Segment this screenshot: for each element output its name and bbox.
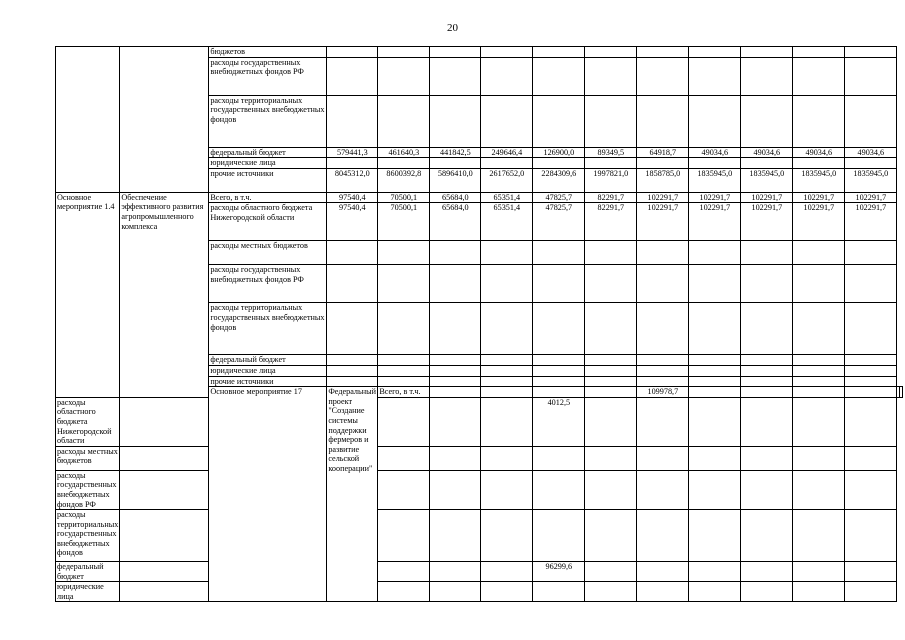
value-cell bbox=[689, 582, 741, 602]
value-cell: 65351,4 bbox=[481, 192, 533, 203]
value-cell bbox=[637, 47, 689, 58]
value-cell: 70500,1 bbox=[378, 192, 430, 203]
value-cell: 102291,7 bbox=[637, 203, 689, 241]
value-cell bbox=[378, 470, 430, 509]
value-cell bbox=[430, 265, 481, 303]
value-cell bbox=[533, 376, 585, 387]
value-cell bbox=[533, 241, 585, 265]
value-cell: 49034,6 bbox=[793, 147, 845, 158]
value-cell bbox=[845, 303, 897, 355]
value-cell bbox=[481, 95, 533, 147]
value-cell bbox=[793, 303, 845, 355]
source-cell: юридические лица bbox=[209, 365, 327, 376]
value-cell bbox=[533, 158, 585, 169]
value-cell bbox=[845, 95, 897, 147]
value-cell bbox=[845, 562, 897, 582]
event-label bbox=[56, 47, 120, 193]
value-cell bbox=[845, 446, 897, 470]
value-cell: 8045312,0 bbox=[327, 168, 378, 192]
value-cell: 47825,7 bbox=[533, 192, 585, 203]
value-cell bbox=[378, 303, 430, 355]
value-cell: 65351,4 bbox=[481, 203, 533, 241]
value-cell bbox=[637, 57, 689, 95]
value-cell bbox=[637, 510, 689, 562]
value-cell bbox=[585, 57, 637, 95]
value-cell bbox=[327, 47, 378, 58]
value-cell bbox=[430, 387, 481, 398]
value-cell bbox=[793, 387, 845, 398]
value-cell: 102291,7 bbox=[793, 203, 845, 241]
value-cell bbox=[481, 241, 533, 265]
value-cell bbox=[533, 582, 585, 602]
value-cell bbox=[481, 265, 533, 303]
value-cell bbox=[741, 387, 793, 398]
value-cell bbox=[481, 47, 533, 58]
value-cell bbox=[533, 387, 585, 398]
value-cell bbox=[120, 470, 209, 509]
source-cell: расходы местных бюджетов bbox=[56, 446, 120, 470]
value-cell: 102291,7 bbox=[689, 203, 741, 241]
value-cell bbox=[378, 47, 430, 58]
value-cell: 441842,5 bbox=[430, 147, 481, 158]
value-cell bbox=[845, 57, 897, 95]
value-cell bbox=[533, 365, 585, 376]
value-cell bbox=[327, 265, 378, 303]
value-cell bbox=[585, 241, 637, 265]
value-cell bbox=[845, 510, 897, 562]
value-cell: 47825,7 bbox=[533, 203, 585, 241]
source-cell: бюджетов bbox=[209, 47, 327, 58]
value-cell bbox=[378, 510, 430, 562]
source-cell: расходы государственных внебюджетных фондов РФ bbox=[56, 470, 120, 509]
value-cell bbox=[637, 365, 689, 376]
value-cell bbox=[845, 47, 897, 58]
value-cell bbox=[120, 562, 209, 582]
value-cell bbox=[845, 376, 897, 387]
value-cell bbox=[741, 365, 793, 376]
value-cell bbox=[845, 355, 897, 366]
value-cell bbox=[430, 57, 481, 95]
value-cell: 249646,4 bbox=[481, 147, 533, 158]
value-cell bbox=[637, 582, 689, 602]
source-cell: расходы территориальных государственных внебюджетных фондов bbox=[209, 303, 327, 355]
value-cell bbox=[430, 365, 481, 376]
value-cell bbox=[481, 365, 533, 376]
value-cell bbox=[689, 57, 741, 95]
source-cell: юридические лица bbox=[56, 582, 120, 602]
value-cell: 2617652,0 bbox=[481, 168, 533, 192]
value-cell bbox=[481, 376, 533, 387]
value-cell: 102291,7 bbox=[689, 192, 741, 203]
value-cell bbox=[741, 355, 793, 366]
value-cell bbox=[741, 303, 793, 355]
value-cell bbox=[689, 265, 741, 303]
value-cell bbox=[793, 582, 845, 602]
source-cell: федеральный бюджет bbox=[209, 147, 327, 158]
value-cell: 8600392,8 bbox=[378, 168, 430, 192]
value-cell bbox=[481, 387, 533, 398]
value-cell bbox=[430, 562, 481, 582]
value-cell bbox=[585, 582, 637, 602]
value-cell bbox=[741, 95, 793, 147]
value-cell: 89349,5 bbox=[585, 147, 637, 158]
event-label: Основное мероприятие 1.4 bbox=[56, 192, 120, 397]
value-cell bbox=[637, 562, 689, 582]
value-cell bbox=[793, 355, 845, 366]
value-cell bbox=[533, 95, 585, 147]
value-cell bbox=[637, 397, 689, 446]
value-cell bbox=[533, 57, 585, 95]
value-cell: 1835945,0 bbox=[741, 168, 793, 192]
value-cell bbox=[689, 365, 741, 376]
value-cell bbox=[378, 265, 430, 303]
value-cell bbox=[120, 582, 209, 602]
value-cell bbox=[481, 510, 533, 562]
value-cell bbox=[793, 397, 845, 446]
source-cell: расходы местных бюджетов bbox=[209, 241, 327, 265]
value-cell bbox=[585, 95, 637, 147]
value-cell bbox=[637, 241, 689, 265]
value-cell bbox=[430, 47, 481, 58]
value-cell bbox=[430, 397, 481, 446]
value-cell bbox=[793, 376, 845, 387]
value-cell bbox=[585, 387, 637, 398]
value-cell bbox=[637, 376, 689, 387]
value-cell bbox=[481, 397, 533, 446]
value-cell bbox=[741, 241, 793, 265]
value-cell bbox=[637, 158, 689, 169]
value-cell bbox=[741, 470, 793, 509]
value-cell bbox=[741, 376, 793, 387]
source-cell: расходы областного бюджета Нижегородской области bbox=[56, 397, 120, 446]
source-cell: Всего, в т.ч. bbox=[378, 387, 430, 398]
value-cell bbox=[585, 158, 637, 169]
value-cell bbox=[845, 158, 897, 169]
value-cell bbox=[327, 365, 378, 376]
value-cell bbox=[845, 582, 897, 602]
value-cell: 5896410,0 bbox=[430, 168, 481, 192]
value-cell bbox=[585, 397, 637, 446]
value-cell bbox=[793, 562, 845, 582]
value-cell bbox=[533, 510, 585, 562]
value-cell bbox=[430, 158, 481, 169]
value-cell bbox=[689, 397, 741, 446]
value-cell bbox=[378, 562, 430, 582]
value-cell bbox=[793, 446, 845, 470]
value-cell bbox=[845, 265, 897, 303]
value-cell bbox=[741, 57, 793, 95]
value-cell bbox=[120, 510, 209, 562]
value-cell bbox=[689, 355, 741, 366]
table-row bbox=[56, 446, 903, 470]
value-cell bbox=[481, 446, 533, 470]
value-cell bbox=[585, 303, 637, 355]
source-cell: федеральный бюджет bbox=[209, 355, 327, 366]
value-cell bbox=[585, 510, 637, 562]
value-cell bbox=[327, 57, 378, 95]
value-cell bbox=[689, 562, 741, 582]
source-cell: расходы областного бюджета Нижегородской области bbox=[209, 203, 327, 241]
table-row bbox=[56, 510, 903, 562]
value-cell bbox=[637, 95, 689, 147]
value-cell bbox=[585, 562, 637, 582]
source-cell: расходы государственных внебюджетных фондов РФ bbox=[209, 57, 327, 95]
value-cell bbox=[327, 376, 378, 387]
value-cell bbox=[327, 355, 378, 366]
value-cell: 126900,0 bbox=[533, 147, 585, 158]
value-cell bbox=[741, 446, 793, 470]
value-cell bbox=[793, 57, 845, 95]
value-cell bbox=[378, 241, 430, 265]
value-cell bbox=[430, 510, 481, 562]
value-cell bbox=[585, 265, 637, 303]
value-cell bbox=[689, 387, 741, 398]
value-cell: 109978,7 bbox=[637, 387, 689, 398]
value-cell bbox=[741, 47, 793, 58]
value-cell: 64918,7 bbox=[637, 147, 689, 158]
source-cell: Всего, в т.ч. bbox=[209, 192, 327, 203]
table-row bbox=[56, 192, 903, 203]
value-cell: 579441,3 bbox=[327, 147, 378, 158]
table-row bbox=[56, 397, 903, 446]
source-cell: расходы территориальных государственных внебюджетных фондов bbox=[56, 510, 120, 562]
source-cell: юридические лица bbox=[209, 158, 327, 169]
value-cell bbox=[793, 241, 845, 265]
value-cell bbox=[585, 355, 637, 366]
value-cell bbox=[637, 446, 689, 470]
value-cell: 49034,6 bbox=[845, 147, 897, 158]
value-cell bbox=[741, 265, 793, 303]
value-cell bbox=[637, 265, 689, 303]
value-cell: 96299,6 bbox=[533, 562, 585, 582]
value-cell bbox=[378, 446, 430, 470]
value-cell bbox=[689, 158, 741, 169]
value-cell bbox=[845, 241, 897, 265]
value-cell bbox=[378, 158, 430, 169]
value-cell bbox=[741, 158, 793, 169]
value-cell bbox=[430, 95, 481, 147]
value-cell bbox=[793, 158, 845, 169]
value-cell bbox=[378, 582, 430, 602]
value-cell bbox=[378, 365, 430, 376]
event-name bbox=[120, 47, 209, 193]
value-cell: 70500,1 bbox=[378, 203, 430, 241]
value-cell: 65684,0 bbox=[430, 203, 481, 241]
value-cell bbox=[481, 355, 533, 366]
value-cell bbox=[378, 397, 430, 446]
value-cell bbox=[533, 47, 585, 58]
table-row bbox=[56, 47, 903, 58]
value-cell bbox=[585, 365, 637, 376]
value-cell: 65684,0 bbox=[430, 192, 481, 203]
value-cell bbox=[689, 470, 741, 509]
value-cell bbox=[533, 470, 585, 509]
value-cell: 49034,6 bbox=[741, 147, 793, 158]
value-cell bbox=[845, 365, 897, 376]
value-cell: 82291,7 bbox=[585, 192, 637, 203]
source-cell: прочие источники bbox=[209, 376, 327, 387]
value-cell bbox=[689, 376, 741, 387]
value-cell: 97540,4 bbox=[327, 192, 378, 203]
value-cell bbox=[585, 470, 637, 509]
value-cell bbox=[481, 303, 533, 355]
value-cell bbox=[793, 47, 845, 58]
value-cell bbox=[481, 158, 533, 169]
event-name: Обеспечение эффективного развития агропромышленного комплекса bbox=[120, 192, 209, 397]
value-cell bbox=[845, 470, 897, 509]
value-cell bbox=[327, 241, 378, 265]
value-cell bbox=[585, 446, 637, 470]
value-cell bbox=[689, 241, 741, 265]
value-cell bbox=[430, 470, 481, 509]
value-cell: 1835945,0 bbox=[793, 168, 845, 192]
event-label: Основное мероприятие 17 bbox=[209, 387, 327, 602]
source-cell: прочие источники bbox=[209, 168, 327, 192]
value-cell: 102291,7 bbox=[793, 192, 845, 203]
value-cell bbox=[585, 47, 637, 58]
value-cell bbox=[430, 303, 481, 355]
source-cell: расходы территориальных государственных внебюджетных фондов bbox=[209, 95, 327, 147]
value-cell bbox=[845, 397, 897, 446]
value-cell: 97540,4 bbox=[327, 203, 378, 241]
value-cell bbox=[430, 446, 481, 470]
value-cell bbox=[793, 265, 845, 303]
value-cell bbox=[689, 303, 741, 355]
value-cell bbox=[430, 582, 481, 602]
value-cell bbox=[637, 470, 689, 509]
value-cell bbox=[327, 303, 378, 355]
value-cell bbox=[637, 303, 689, 355]
event-name: Федеральный проект "Создание системы поддержки фермеров и развитие сельской кооперации" bbox=[327, 387, 378, 602]
value-cell: 102291,7 bbox=[741, 192, 793, 203]
value-cell bbox=[378, 355, 430, 366]
value-cell bbox=[481, 470, 533, 509]
value-cell bbox=[327, 158, 378, 169]
value-cell bbox=[533, 355, 585, 366]
value-cell: 1835945,0 bbox=[689, 168, 741, 192]
value-cell bbox=[378, 57, 430, 95]
page-number: 20 bbox=[447, 22, 458, 34]
source-cell: расходы государственных внебюджетных фондов РФ bbox=[209, 265, 327, 303]
value-cell bbox=[533, 446, 585, 470]
value-cell bbox=[689, 446, 741, 470]
value-cell bbox=[793, 365, 845, 376]
value-cell bbox=[481, 57, 533, 95]
source-cell: федеральный бюджет bbox=[56, 562, 120, 582]
table-row bbox=[56, 562, 903, 582]
value-cell bbox=[637, 355, 689, 366]
value-cell bbox=[533, 303, 585, 355]
value-cell: 4012,5 bbox=[533, 397, 585, 446]
value-cell: 102291,7 bbox=[845, 192, 897, 203]
table-row bbox=[56, 582, 903, 602]
value-cell: 461640,3 bbox=[378, 147, 430, 158]
value-cell: 1997821,0 bbox=[585, 168, 637, 192]
value-cell bbox=[741, 562, 793, 582]
value-cell bbox=[793, 470, 845, 509]
value-cell bbox=[585, 376, 637, 387]
value-cell bbox=[741, 510, 793, 562]
value-cell bbox=[327, 95, 378, 147]
value-cell bbox=[845, 387, 897, 398]
value-cell bbox=[120, 397, 209, 446]
value-cell: 1835945,0 bbox=[845, 168, 897, 192]
value-cell bbox=[793, 95, 845, 147]
value-cell bbox=[378, 95, 430, 147]
value-cell bbox=[689, 510, 741, 562]
value-cell bbox=[741, 582, 793, 602]
value-cell bbox=[378, 376, 430, 387]
value-cell: 82291,7 bbox=[585, 203, 637, 241]
value-cell: 102291,7 bbox=[637, 192, 689, 203]
budget-table bbox=[55, 46, 903, 602]
value-cell bbox=[430, 241, 481, 265]
value-cell bbox=[120, 446, 209, 470]
value-cell: 49034,6 bbox=[689, 147, 741, 158]
value-cell bbox=[430, 376, 481, 387]
value-cell bbox=[793, 510, 845, 562]
value-cell bbox=[900, 387, 903, 398]
value-cell: 2284309,6 bbox=[533, 168, 585, 192]
value-cell bbox=[741, 397, 793, 446]
value-cell bbox=[481, 582, 533, 602]
value-cell: 1858785,0 bbox=[637, 168, 689, 192]
value-cell bbox=[430, 355, 481, 366]
value-cell bbox=[689, 47, 741, 58]
value-cell bbox=[533, 265, 585, 303]
value-cell: 102291,7 bbox=[845, 203, 897, 241]
value-cell: 102291,7 bbox=[741, 203, 793, 241]
value-cell bbox=[481, 562, 533, 582]
value-cell bbox=[689, 95, 741, 147]
table-row bbox=[56, 470, 903, 509]
